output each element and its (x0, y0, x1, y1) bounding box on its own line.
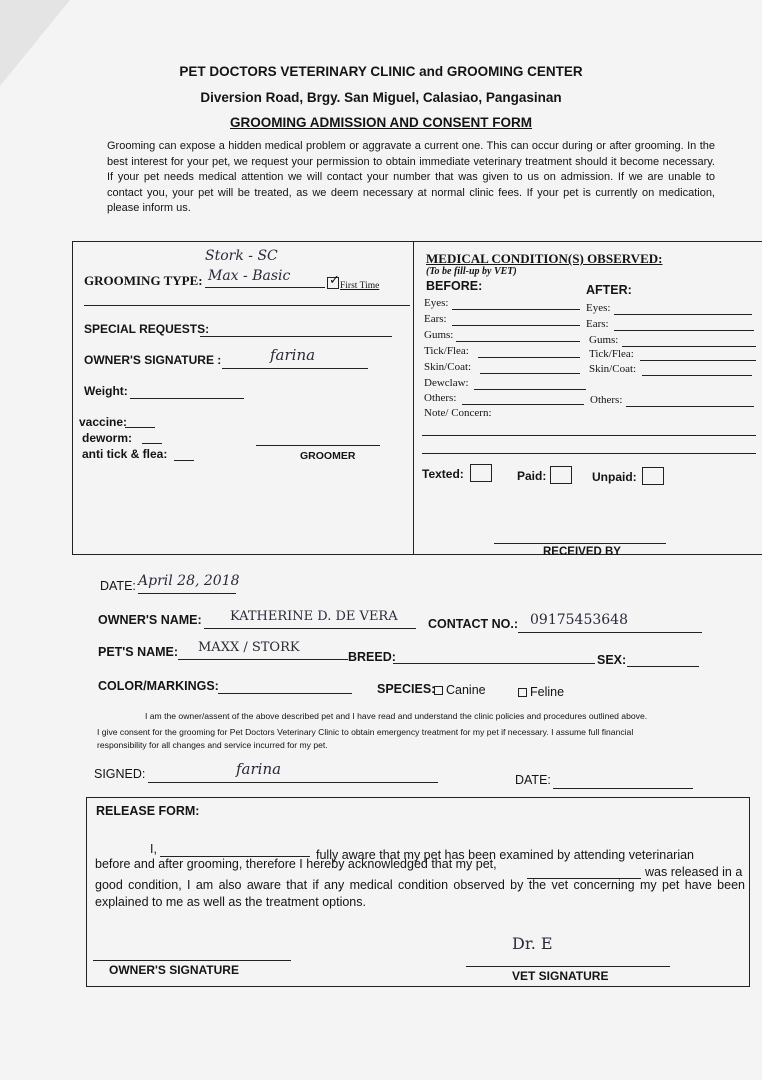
deworm-label: deworm: (82, 431, 133, 445)
release-text-2a: before and after grooming, therefore I hereby acknowledged that my pet, (95, 857, 497, 871)
after-tickflea-label: Tick/Flea: (589, 348, 634, 360)
grooming-type-label: GROOMING TYPE: (84, 273, 203, 288)
species-feline-option[interactable]: Feline (518, 685, 564, 699)
after-ears-label: Ears: (586, 318, 609, 330)
weight-label: Weight: (84, 384, 128, 398)
first-time-label: First Time (340, 281, 380, 291)
release-owner-signature-label: OWNER'S SIGNATURE (109, 963, 239, 977)
first-time-checkbox[interactable]: ✓ (329, 272, 340, 287)
weight-line[interactable] (130, 398, 244, 399)
note-concern-label: Note/ Concern: (424, 407, 492, 419)
release-text-3: good condition, I am also aware that if any medical condition observed by the vet concerning my pet have been explained to me as well as the treatment options. (95, 878, 745, 909)
vaccine-line[interactable] (125, 427, 155, 428)
breed-label: BREED: (348, 650, 396, 664)
vet-signature-line[interactable] (466, 966, 670, 967)
after-ears-line[interactable] (614, 330, 754, 331)
color-markings-line[interactable] (218, 693, 352, 694)
paid-checkbox[interactable] (550, 466, 572, 484)
before-skincoat-label: Skin/Coat: (424, 361, 472, 373)
vet-signature-value: Dr. E (512, 934, 553, 953)
release-owner-signature-line[interactable] (93, 960, 291, 961)
box-divider (413, 241, 414, 555)
release-text-2b: was released in a (645, 865, 743, 879)
vet-signature-label: VET SIGNATURE (512, 969, 609, 983)
owner-signature-value: farina (270, 346, 316, 364)
grooming-type-note: Stork - SC (205, 248, 278, 264)
pet-name-label: PET'S NAME: (98, 645, 179, 659)
owner-name-value: KATHERINE D. DE VERA (230, 609, 398, 624)
owner-name-label: OWNER'S NAME: (98, 613, 202, 627)
after-others-label: Others: (590, 394, 623, 406)
signed-line[interactable] (148, 782, 438, 783)
before-eyes-line[interactable] (452, 309, 580, 310)
release-i: I, (150, 842, 157, 856)
medical-subtitle: (To be fill-up by VET) (426, 266, 517, 277)
note-line-2[interactable] (422, 453, 756, 454)
canine-checkbox[interactable] (434, 686, 443, 695)
before-skincoat-line[interactable] (480, 373, 580, 374)
owner-signature-label: OWNER'S SIGNATURE : (84, 353, 222, 367)
before-gums-line[interactable] (456, 341, 580, 342)
after-others-line[interactable] (626, 406, 754, 407)
grooming-type-value: Max - Basic (208, 268, 291, 284)
unpaid-label: Unpaid: (592, 470, 637, 484)
before-label: BEFORE: (426, 279, 483, 293)
after-tickflea-line[interactable] (640, 360, 756, 361)
consent-line-2: I give consent for the grooming for Pet Doctors Veterinary Clinic to obtain emergency treatment for my pet if necessary. I assume full financial (97, 727, 634, 737)
paid-label: Paid: (517, 469, 547, 483)
grooming-extra-line[interactable] (84, 305, 410, 306)
deworm-line[interactable] (142, 443, 162, 444)
date-label: DATE: (100, 579, 136, 593)
clinic-address: Diversion Road, Brgy. San Miguel, Calasiao, Pangasinan (200, 90, 562, 105)
groomer-line[interactable] (256, 445, 380, 446)
owner-name-line[interactable] (204, 628, 416, 629)
before-others-line[interactable] (462, 404, 584, 405)
owner-signature-line[interactable] (222, 368, 368, 369)
anti-tick-label: anti tick & flea: (82, 447, 168, 461)
before-dewclaw-label: Dewclaw: (424, 377, 469, 389)
after-gums-label: Gums: (589, 334, 619, 346)
note-line-1[interactable] (422, 435, 756, 436)
special-requests-line[interactable] (200, 336, 392, 337)
vaccine-label: vaccine: (79, 415, 128, 429)
received-by-line[interactable] (494, 543, 666, 544)
before-others-label: Others: (424, 392, 457, 404)
after-eyes-label: Eyes: (586, 302, 611, 314)
before-dewclaw-line[interactable] (474, 389, 586, 390)
consent-line-3: responsibility for all changes and service incurred for my pet. (97, 740, 328, 750)
sex-label: SEX: (597, 653, 627, 667)
after-skincoat-line[interactable] (642, 375, 752, 376)
species-canine-option[interactable]: Canine (434, 683, 486, 697)
groomer-label: GROOMER (300, 450, 356, 462)
after-skincoat-label: Skin/Coat: (589, 363, 637, 375)
consent-line-1: I am the owner/assent of the above described pet and I have read and understand the clinic policies and procedures outlined above. (145, 711, 648, 721)
grooming-type-line[interactable] (205, 287, 325, 288)
texted-label: Texted: (422, 467, 464, 481)
anti-tick-line[interactable] (174, 460, 194, 461)
before-ears-label: Ears: (424, 313, 447, 325)
contact-value: 09175453648 (530, 612, 628, 628)
contact-label: CONTACT NO.: (428, 617, 519, 631)
species-label: SPECIES: (377, 682, 436, 696)
unpaid-checkbox[interactable] (642, 467, 664, 485)
release-title: RELEASE FORM: (96, 804, 200, 818)
after-label: AFTER: (586, 283, 632, 297)
received-by-label: RECEIVED BY (543, 546, 621, 558)
before-tickflea-line[interactable] (478, 357, 580, 358)
pet-name-line[interactable] (178, 659, 348, 660)
before-gums-label: Gums: (424, 329, 454, 341)
signed-value: farina (236, 760, 282, 778)
release-text-1: fully aware that my pet has been examined by attending veterinarian (316, 848, 695, 862)
color-markings-label: COLOR/MARKINGS: (98, 679, 219, 693)
consent-date-label: DATE: (515, 773, 551, 787)
after-eyes-line[interactable] (614, 314, 752, 315)
date-value: April 28, 2018 (138, 573, 240, 589)
texted-checkbox[interactable] (470, 464, 492, 482)
intro-paragraph: Grooming can expose a hidden medical problem or aggravate a current one. This can occur during or after grooming. In the best interest for your pet, we request your permission to obtain immediate veterinary treatment should it become necessary. If your pet needs medical attention we will contact your number that was given to us on admission. If we are unable to contact you, your pet will be treated, as we deem necessary at normal clinic fees. If your pet is currently on medication, please inform us. (107, 140, 715, 215)
contact-line[interactable] (518, 632, 702, 633)
sex-line[interactable] (627, 666, 699, 667)
before-ears-line[interactable] (452, 325, 580, 326)
feline-checkbox[interactable] (518, 688, 527, 697)
before-eyes-label: Eyes: (424, 297, 449, 309)
after-gums-line[interactable] (622, 346, 756, 347)
consent-date-line[interactable] (553, 788, 693, 789)
medical-title: MEDICAL CONDITION(S) OBSERVED: (426, 251, 663, 266)
clinic-name: PET DOCTORS VETERINARY CLINIC and GROOMING CENTER (179, 64, 583, 79)
form-title: GROOMING ADMISSION AND CONSENT FORM (230, 115, 532, 130)
breed-line[interactable] (393, 663, 595, 664)
before-tickflea-label: Tick/Flea: (424, 345, 469, 357)
signed-label: SIGNED: (94, 767, 146, 781)
date-line[interactable] (138, 593, 236, 594)
special-requests-label: SPECIAL REQUESTS: (84, 322, 210, 336)
pet-name-value: MAXX / STORK (198, 640, 300, 655)
